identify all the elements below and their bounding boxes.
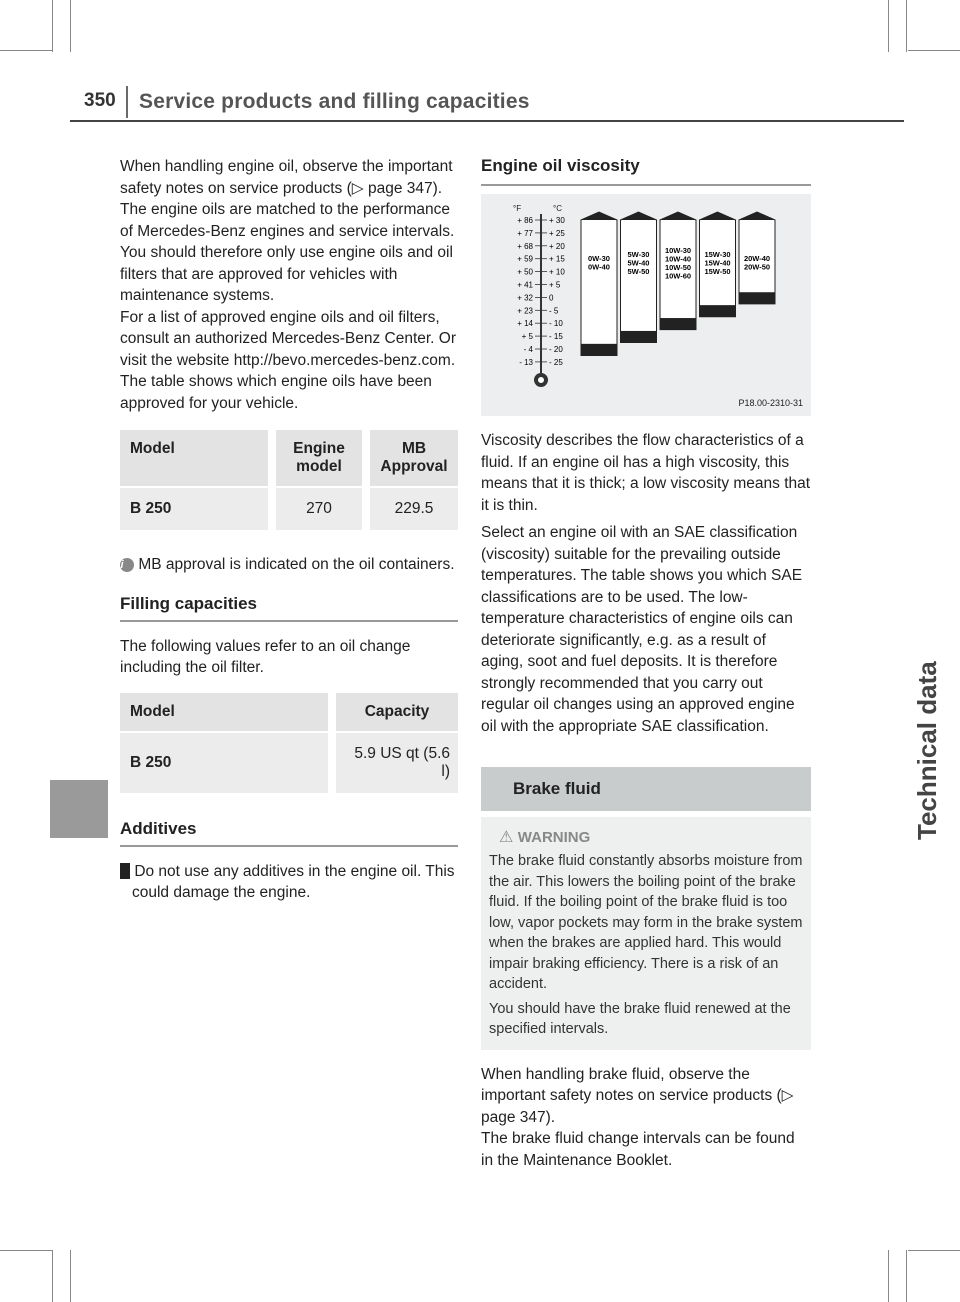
fahrenheit-tick: + 14 xyxy=(517,319,533,329)
celsius-label: °C xyxy=(553,204,562,213)
viscosity-bar-base xyxy=(621,331,657,343)
viscosity-bar-cap xyxy=(581,212,617,220)
thumb-index-marker xyxy=(50,780,108,838)
fahrenheit-tick: - 4 xyxy=(523,345,533,354)
crop-mark xyxy=(70,1250,71,1302)
warning-title: WARNING xyxy=(517,829,591,846)
crop-mark xyxy=(0,50,52,51)
viscosity-bar-cap xyxy=(739,212,775,220)
celsius-tick: - 20 xyxy=(549,345,563,354)
header-divider xyxy=(126,86,128,118)
table-cell: B 250 xyxy=(120,731,328,793)
side-tab xyxy=(904,104,960,160)
viscosity-grade-label: 5W-30 xyxy=(627,250,650,260)
celsius-tick: + 20 xyxy=(549,241,565,251)
website-link[interactable]: http://bevo.mercedes-benz.com. xyxy=(233,351,456,369)
viscosity-heading: Engine oil viscosity xyxy=(481,156,640,175)
brake-paragraph: When handling brake fluid, observe the important safety notes on service products (▷ page 347). xyxy=(481,1065,794,1126)
fahrenheit-tick: + 77 xyxy=(517,228,533,238)
viscosity-bar xyxy=(621,212,657,343)
viscosity-grade-label: 5W-50 xyxy=(627,267,650,277)
page-number: 350 xyxy=(84,90,116,111)
additives-note: ! Do not use any additives in the engine oil. This could damage the engine. xyxy=(116,862,455,901)
intro-paragraph: The table shows which engine oils have been approved for your vehicle. xyxy=(120,373,432,412)
viscosity-grade-label: 15W-30 xyxy=(704,250,731,260)
heading-rule xyxy=(481,184,811,186)
viscosity-bar-base xyxy=(739,292,775,304)
viscosity-bar-base xyxy=(660,318,696,330)
celsius-tick: - 5 xyxy=(549,306,559,316)
table-header: Model xyxy=(120,693,328,731)
caution-icon: ! xyxy=(120,863,130,879)
table-header: Engine model xyxy=(268,430,362,486)
additives-heading: Additives xyxy=(120,818,197,838)
celsius-tick: + 15 xyxy=(549,254,565,264)
fahrenheit-tick: + 59 xyxy=(517,254,533,264)
filling-capacities-heading: Filling capacities xyxy=(120,593,257,613)
intro-paragraph: The engine oils are matched to the performance of Mercedes-Benz engines and service intervals. You should therefore only use engine oils and oil filters that are approved for vehicles with maintenance systems. xyxy=(120,201,455,304)
fahrenheit-tick: + 41 xyxy=(517,280,533,290)
section-side-label: Technical data xyxy=(912,661,942,840)
viscosity-bar-base xyxy=(700,305,736,317)
intro-paragraph: For a list of approved engine oils and oil filters, consult an authorized Mercedes-Benz Center. Or visit the website http://bevo.mercedes-benz.com. xyxy=(120,308,457,369)
table-cell: B 250 xyxy=(120,486,268,530)
table-header: Model xyxy=(120,430,268,486)
crop-mark xyxy=(908,50,960,51)
capacity-table xyxy=(120,693,458,793)
header-rule xyxy=(70,120,904,122)
info-note: i MB approval is indicated on the oil containers. xyxy=(120,556,455,573)
fahrenheit-tick: + 23 xyxy=(517,306,533,316)
crop-mark xyxy=(888,1250,889,1302)
celsius-tick: + 10 xyxy=(549,267,565,277)
fahrenheit-label: °F xyxy=(513,204,522,213)
heading-rule xyxy=(120,620,458,622)
viscosity-grade-label: 15W-50 xyxy=(704,267,731,277)
warning-text: The brake fluid constantly absorbs moisture from the air. This lowers the boiling point of the brake fluid. If the boiling point of the brake fluid is too low, vapor pockets may form in the brake system when the brakes are applied hard. This would impair braking efficiency. There is a risk of an accident. xyxy=(489,853,803,992)
table-header: Capacity xyxy=(328,693,458,731)
viscosity-grade-label: 0W-40 xyxy=(588,262,610,272)
viscosity-grade-label: 10W-40 xyxy=(664,254,692,264)
table-cell: 5.9 US qt (5.6 l) xyxy=(328,731,458,793)
filling-paragraph: The following values refer to an oil change including the oil filter. xyxy=(120,637,411,676)
oil-approval-table xyxy=(120,430,458,530)
crop-mark xyxy=(52,1250,53,1302)
crop-mark xyxy=(52,0,53,52)
viscosity-grade-label: 0W-30 xyxy=(588,254,610,264)
celsius-tick: + 25 xyxy=(549,228,565,238)
page-title: Service products and filling capacities xyxy=(139,90,530,113)
crop-mark xyxy=(0,1250,52,1251)
crop-mark xyxy=(906,0,907,52)
viscosity-paragraph: Viscosity describes the flow characteristics of a fluid. If an engine oil has a high viscosity, this means that it is thick; a low viscosity means that it is thin. xyxy=(481,432,811,514)
viscosity-bar xyxy=(581,212,617,355)
table-cell: 270 xyxy=(268,486,362,530)
viscosity-grade-label: 20W-40 xyxy=(743,254,771,264)
viscosity-grade-label: 5W-40 xyxy=(627,258,650,268)
table-cell: 229.5 xyxy=(362,486,458,530)
celsius-tick: - 25 xyxy=(549,357,563,367)
figure-code: P18.00-2310-31 xyxy=(738,398,803,408)
viscosity-grade-label: 20W-50 xyxy=(743,262,771,272)
heading-rule xyxy=(120,845,458,847)
viscosity-bar-base xyxy=(581,344,617,356)
viscosity-chart xyxy=(481,194,811,416)
celsius-tick: - 15 xyxy=(549,332,563,342)
brake-paragraph: The brake fluid change intervals can be found in the Maintenance Booklet. xyxy=(481,1130,795,1169)
intro-paragraph: When handling engine oil, observe the important safety notes on service products (▷ page 347). xyxy=(120,158,453,197)
warning-box xyxy=(481,817,811,1050)
fahrenheit-tick: - 13 xyxy=(519,357,533,367)
celsius-tick: + 30 xyxy=(549,216,565,225)
fahrenheit-tick: + 68 xyxy=(517,241,533,251)
crop-mark xyxy=(70,0,71,52)
celsius-tick: 0 xyxy=(549,293,554,303)
viscosity-paragraph: Select an engine oil with an SAE classification (viscosity) suitable for the prevailing outside temperatures. The table shows you which SAE classifications are to be used. The low-temperature characteristics of engine oils can deteriorate significantly, e.g. as a result of aging, soot and fuel deposits. It is therefore strongly recommended that you carry out regular oil changes using an approved engine oil with the appropriate SAE classification. xyxy=(481,524,803,735)
crop-mark xyxy=(888,0,889,52)
table-header: MB Approval xyxy=(362,430,458,486)
fahrenheit-tick: + 86 xyxy=(517,216,533,225)
warning-text: You should have the brake fluid renewed at the specified intervals. xyxy=(489,1000,791,1037)
viscosity-bar-cap xyxy=(700,212,736,220)
crop-mark xyxy=(906,1250,907,1302)
viscosity-bar-cap xyxy=(621,212,657,220)
right-column xyxy=(481,156,811,1171)
viscosity-grade-label: 10W-30 xyxy=(664,246,692,256)
crop-mark xyxy=(908,1250,960,1251)
warning-icon: ⚠ xyxy=(499,829,514,846)
page-reference-link[interactable]: (▷ page 347). xyxy=(346,179,443,197)
fahrenheit-tick: + 32 xyxy=(517,293,533,303)
viscosity-grade-label: 15W-40 xyxy=(704,258,731,268)
viscosity-bar-cap xyxy=(660,212,696,220)
page-reference-link[interactable]: (▷ page 347). xyxy=(481,1087,794,1126)
celsius-tick: - 10 xyxy=(549,319,563,329)
fahrenheit-tick: + 50 xyxy=(517,267,533,277)
brake-fluid-heading: Brake fluid xyxy=(481,767,811,811)
celsius-tick: + 5 xyxy=(549,280,561,290)
viscosity-grade-label: 10W-60 xyxy=(664,271,692,281)
info-icon: i xyxy=(120,558,134,572)
viscosity-grade-label: 10W-50 xyxy=(664,263,692,273)
left-column xyxy=(116,156,458,904)
fahrenheit-tick: + 5 xyxy=(521,332,533,342)
